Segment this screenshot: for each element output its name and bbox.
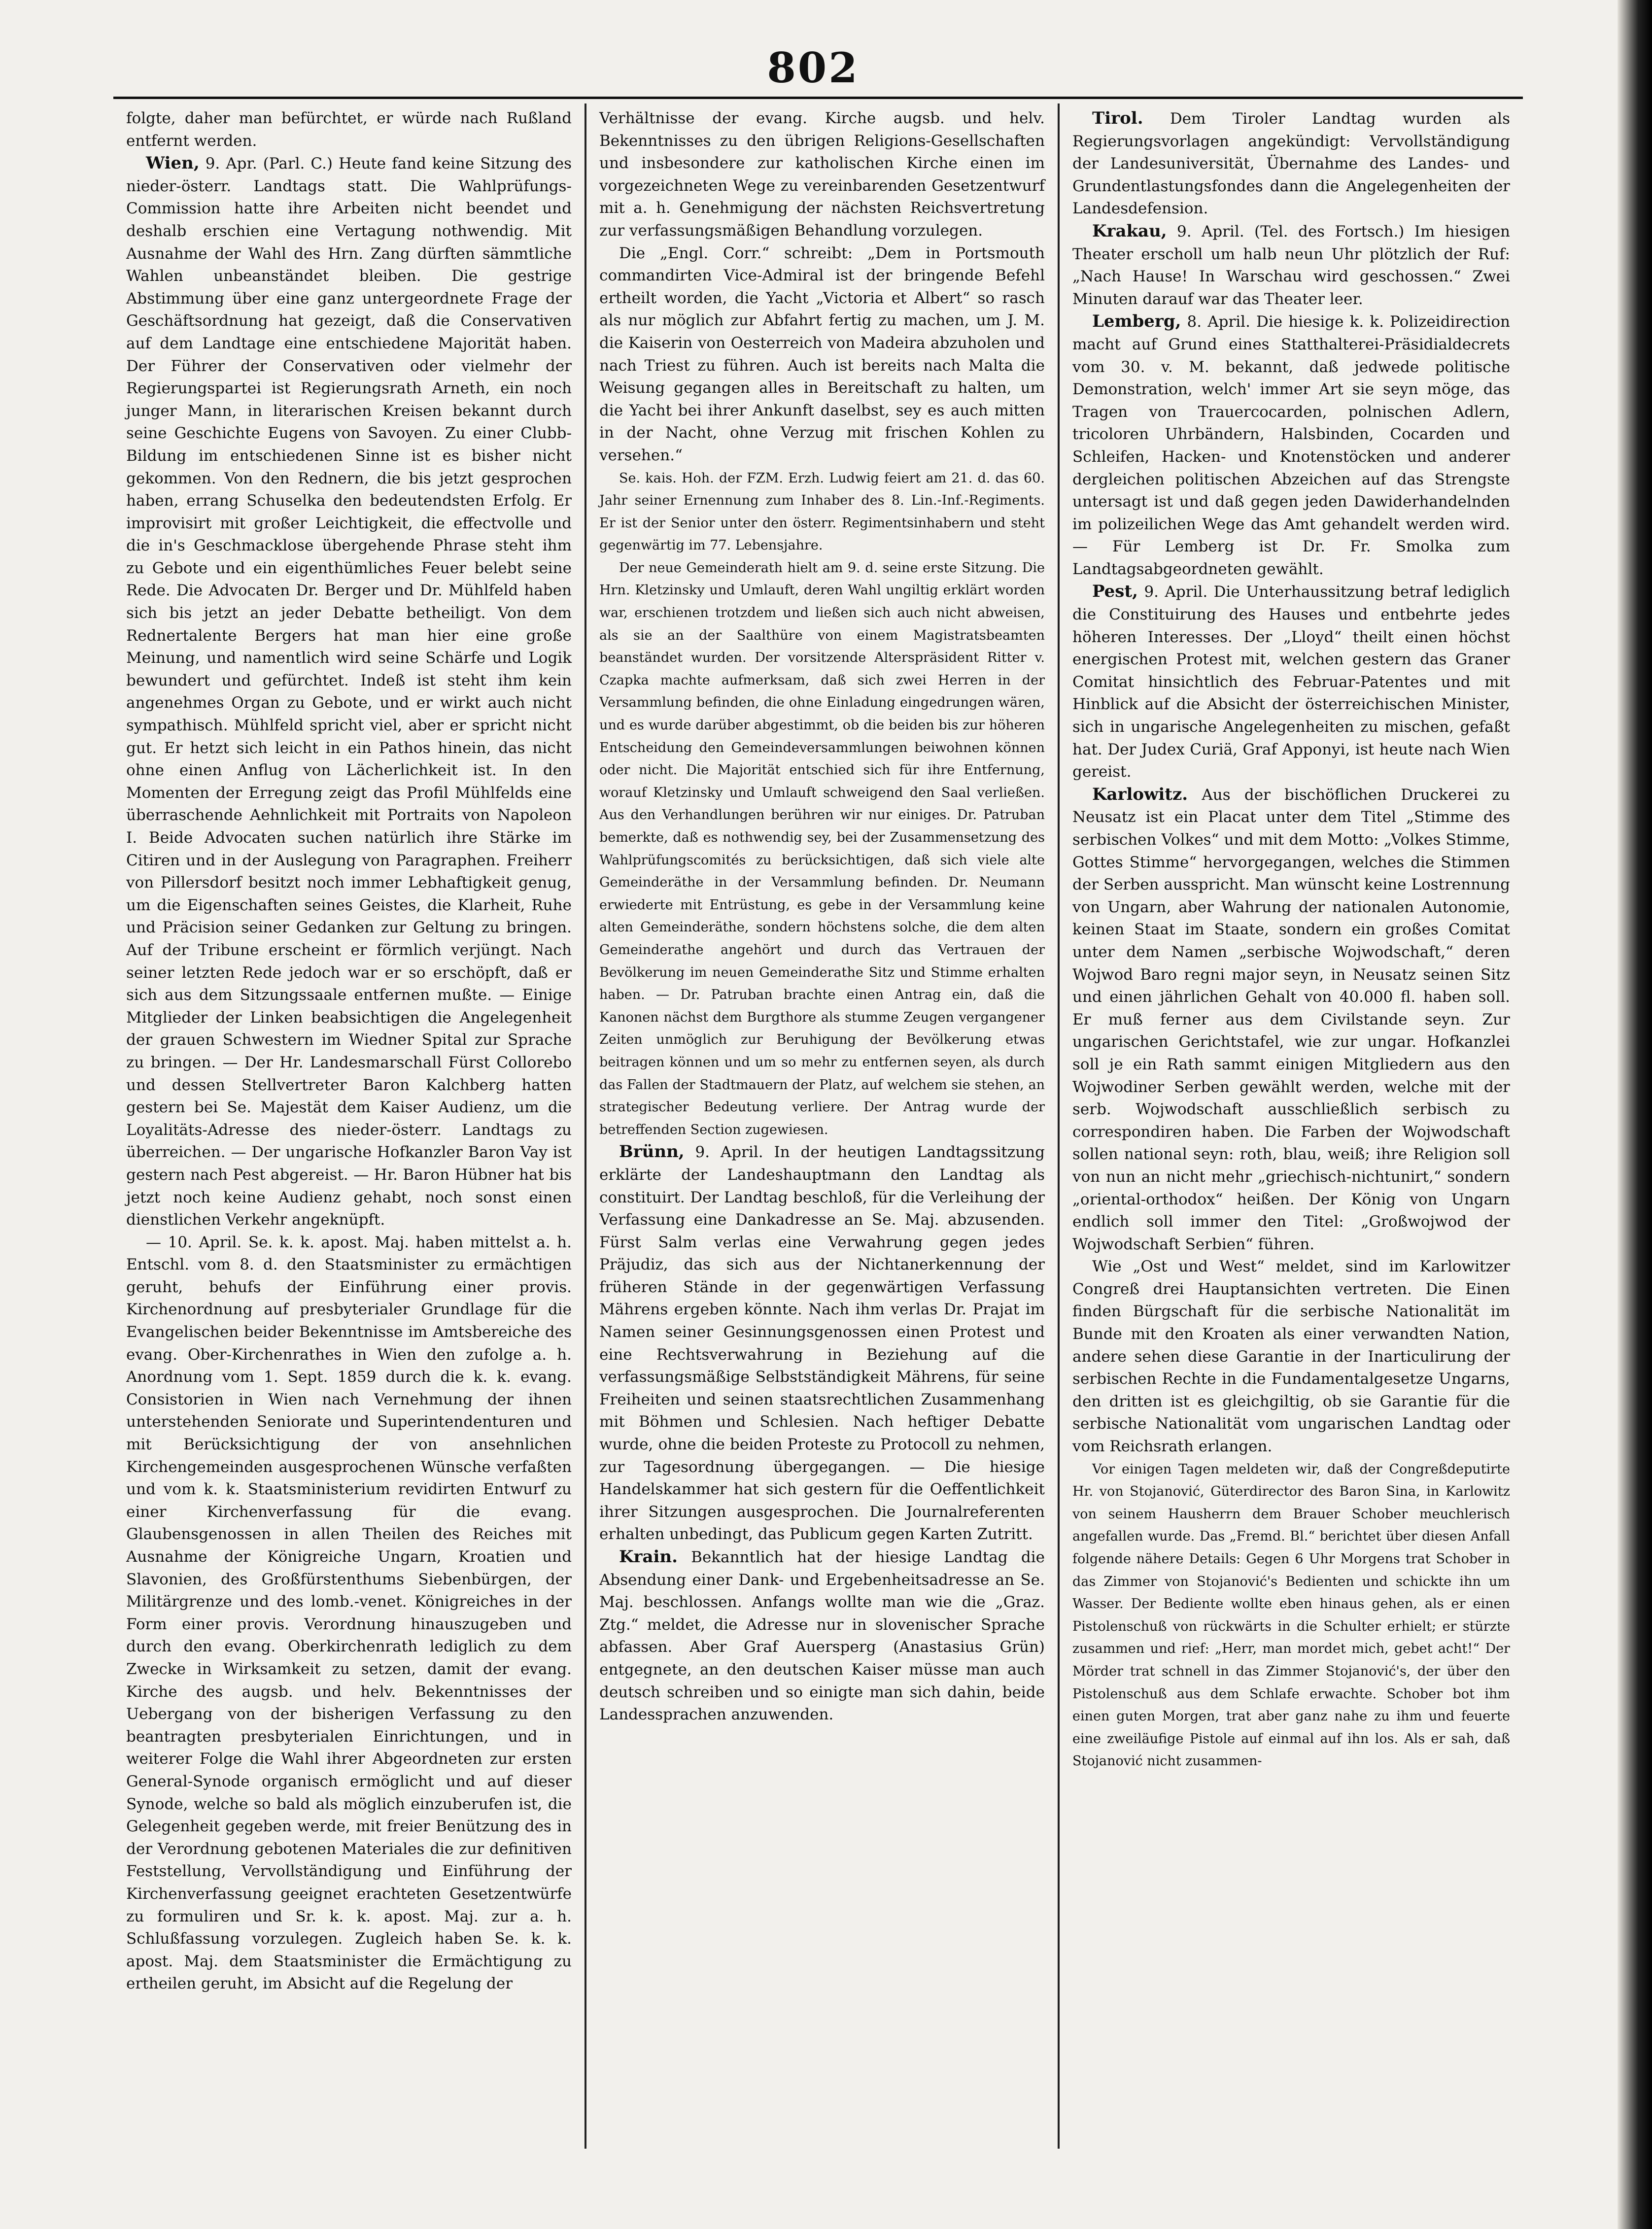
paragraph-text: — 10. April. Se. k. k. apost. Maj. haben mittelst a. h. Entschl. vom 8. d. den Staatsminister zu ermächtigen geruht, behufs der Einführung einer provis. Kirchenordnung auf presbyterialer Grundlage für die Evangelischen beider Bekenntnisse im Amtsbereiche des evang. Ober-Kirchenrathes in Wien den zufolge a. h. Anordnung vom 1. Sept. 1859 durch die k. k. evang. Consistorien in Wien nach Vernehmung der ihnen unterstehenden Seniorate und Superintendenturen und mit Berücksichtigung der von ansehnlichen Kirchengemeinden ausgesprochenen Wünsche verfaßten und vom k. k. Staatsministerium revidirten Entwurf zu einer Kirchenverfassung für die evang. Glaubensgenossen in allen Theilen des Reiches mit Ausnahme der Königreiche Ungarn, Kroatien und Slavonien, des Großfürstenthums Siebenbürgen, der Militärgrenze und des lomb.-venet. Königreiches in der Form einer provis. Verordnung hinauszugeben und durch den evang. Oberkirchenrath lediglich zu dem Zwecke in Wirksamkeit zu setzen, damit der evang. Kirche des augsb. und helv. Bekenntnisses der Uebergang von der bisherigen Verfassung zu den beantragten presbyterialen Einrichtungen, und in weiterer Folge die Wahl ihrer Abgeordneten zur ersten General-Synode organisch ermöglicht und auf dieser Synode, welche so bald als möglich einzuberufen ist, die Gelegenheit gegeben werde, mit freier Benützung des in der Verordnung gebotenen Materiales die zur definitiven Feststellung, Vervollständigung und Einführung der Kirchenverfassung geeignet erachteten Gesetzentwürfe zu formuliren und Sr. k. k. apost. Maj. zur a. h. Schlußfassung vorzulegen. Zugleich haben Se. k. k. apost. Maj. dem Staatsminister die Ermächtigung zu ertheilen geruht, im Absicht auf die Regelung der: [126, 1233, 572, 1993]
paragraph-text: Verhältnisse der evang. Kirche augsb. und helv. Bekenntnisses zu den übrigen Religions-Gesellschaften und insbesondere zur katholischen Kirche einen im vorgezeichneten Wege zu vereinbarenden Gesetzentwurf mit a. h. Genehmigung der nächsten Reichsvertretung zur verfassungsmäßigen Behandlung vorzulegen.: [599, 109, 1045, 240]
dateline-place: Lemberg,: [1092, 311, 1181, 332]
article-paragraph: [599, 1546, 1045, 1726]
header-rule: [113, 97, 1523, 99]
page-number: 802: [767, 43, 860, 92]
dateline-place: Tirol.: [1092, 108, 1143, 128]
column-1: [113, 103, 586, 2149]
column-2: [586, 103, 1060, 2149]
dateline-place: Brünn,: [619, 1142, 685, 1162]
paragraph-text: Wie „Ost und West“ meldet, sind im Karlowitzer Congreß drei Hauptansichten vertreten. Die Einen finden Bürgschaft für die serbische Nationalität im Bunde mit den Kroaten als einer verwandten Nation, andere sehen diese Garantie in der Inarticulirung der serbischen Rechte in die Fundamentalgesetze Ungarns, den dritten ist es gleichgiltig, ob sie Garantie für die serbische Nationalität vom ungarischen Landtag oder vom Reichsrath erlangen.: [1072, 1258, 1510, 1456]
article-paragraph: [599, 557, 1045, 1141]
paragraph-text: 9. April. Die Unterhaussitzung betraf lediglich die Constituirung des Hauses und entbehrte jedes höheren Interesses. Der „Lloyd“ theilt einen höchst energischen Protest mit, welchen gestern das Graner Comitat hinsichtlich des Februar-Patentes und mit Hinblick auf die Absicht der österreichischen Minister, sich in ungarische Angelegenheiten zu mischen, gefaßt hat. Der Judex Curiä, Graf Apponyi, ist heute nach Wien gereist.: [1072, 583, 1511, 781]
article-paragraph: [599, 242, 1045, 467]
article-paragraph: [599, 107, 1045, 242]
paragraph-text: Bekanntlich hat der hiesige Landtag die Absendung einer Dank- und Ergebenheitsadresse an Se. Maj. beschlossen. Anfangs wollte man wie die „Graz. Ztg.“ meldet, die Adresse nur in slovenischer Sprache abfassen. Aber Graf Auersperg (Anastasius Grün) entgegnete, an den deutschen Kaiser müsse man auch deutsch schreiben und so einigte man sich dahin, beide Landessprachen anzuwenden.: [599, 1548, 1045, 1724]
paragraph-text: 9. Apr. (Parl. C.) Heute fand keine Sitzung des nieder-österr. Landtags statt. Die Wahlprüfungs-Commission hatte ihre Arbeiten nicht beendet und deshalb erschien eine Vertagung nothwendig. Mit Ausnahme der Wahl des Hrn. Zang dürften sämmtliche Wahlen unbeanständet bleiben. Die gestrige Abstimmung über eine ganz untergeordnete Frage der Geschäftsordnung hat gezeigt, daß die Conservativen auf dem Landtage eine entschiedene Majorität haben. Der Führer der Conservativen oder vielmehr der Regierungspartei ist Regierungsrath Arneth, ein noch junger Mann, in literarischen Kreisen bekannt durch seine Geschichte Eugens von Savoyen. Zu einer Clubb-Bildung im entschiedenen Sinne ist es bisher nicht gekommen. Von den Rednern, die bis jetzt gesprochen haben, errang Schuselka den bedeutendsten Erfolg. Er improvisirt mit großer Leichtigkeit, die effectvolle und die in's Geschmacklose übergehende Phrase steht ihm zu Gebote und ein eigenthümliches Feuer belebt seine Rede. Die Advocaten Dr. Berger und Dr. Mühlfeld haben sich bis jetzt an jeder Debatte betheiligt. Von dem Rednertalente Bergers hat man hier eine große Meinung, und namentlich wird seine Schärfe und Logik bewundert und gefürchtet. Indeß ist steht ihm kein angenehmes Organ zu Gebote, und er wirkt auch nicht sympathisch. Mühlfeld spricht viel, aber er spricht nicht gut. Er hetzt sich leicht in ein Pathos hinein, das nicht ohne einen Anflug von Lächerlichkeit ist. In den Momenten der Erregung zeigt das Profil Mühlfelds eine überraschende Aehnlichkeit mit Portraits von Napoleon I. Beide Advocaten suchen natürlich ihre Stärke im Citiren und in der Auslegung von Paragraphen. Freiherr von Pillersdorf besitzt noch immer Lebhaftigkeit genug, um die Eigenschaften seines Geistes, die Klarheit, Ruhe und Präcision seiner Gedanken zur Geltung zu bringen. Auf der Tribune erscheint er förmlich verjüngt. Nach seiner letzten Rede jedoch war er so erschöpft, daß er sich aus dem Sitzungssaale entfernen mußte. — Einige Mitglieder der Linken beabsichtigen die Angelegenheit der grauen Schwestern im Wiedner Spital zur Sprache zu bringen. — Der Hr. Landesmarschall Fürst Collorebo und dessen Stellvertreter Baron Kalchberg hatten gestern bei Se. Majestät dem Kaiser Audienz, um die Loyalitäts-Adresse des nieder-österr. Landtags zu überreichen. — Der ungarische Hofkanzler Baron Vay ist gestern nach Pest abgereist. — Hr. Baron Hübner hat bis jetzt noch keine Audienz gehabt, noch sonst einen dienstlichen Verkehr angeknüpft.: [126, 155, 572, 1229]
dateline-place: Pest,: [1092, 582, 1138, 602]
article-paragraph: [1072, 784, 1510, 1256]
article-paragraph: [1072, 107, 1510, 220]
paragraph-text: 8. April. Die hiesige k. k. Polizeidirection macht auf Grund eines Statthalterei-Präsidialdecrets vom 30. v. M. bekannt, daß jedwede politische Demonstration, welch' immer Art sie seyn möge, das Tragen von Trauercocarden, polnischen Adlern, tricoloren Uhrbändern, Halsbinden, Cocarden und Schleifen, Hacken- und Knotenstöcken und anderer dergleichen politischen Abzeichen auf das Strengste untersagt ist und daß gegen jeden Dawiderhandelnden im polizeilichen Wege das Amt gehandelt werden wird. — Für Lemberg ist Dr. Fr. Smolka zum Landtagsabgeordneten gewählt.: [1072, 313, 1510, 578]
article-paragraph: [1072, 1256, 1510, 1458]
article-paragraph: [126, 107, 572, 152]
article-paragraph: [1072, 581, 1510, 783]
paragraph-text: folgte, daher man befürchtet, er würde nach Rußland entfernt werden.: [126, 109, 572, 150]
paragraph-text: 9. April. In der heutigen Landtagssitzung erklärte der Landeshauptmann den Landtag als constituirt. Der Landtag beschloß, für die Verleihung der Verfassung eine Dankadresse an Se. Maj. abzusenden. Fürst Salm verlas eine Verwahrung gegen jedes Präjudiz, das sich aus der Nichtanerkennung der früheren Stände in der gegenwärtigen Verfassung Mährens ergeben könnte. Nach ihm verlas Dr. Prajat im Namen seiner Gesinnungsgenossen einen Protest und eine Rechtsverwahrung in Beziehung auf die verfassungsmäßige Selbstständigkeit Mährens, für seine Freiheiten und seinen staatsrechtlichen Zusammenhang mit Böhmen und Schlesien. Nach heftiger Debatte wurde, ohne die beiden Proteste zu Protocoll zu nehmen, zur Tagesordnung übergegangen. — Die hiesige Handelskammer hat sich gestern für die Oeffentlichkeit ihrer Sitzungen ausgesprochen. Die Journalreferenten erhalten unbedingt, das Publicum gegen Karten Zutritt.: [599, 1143, 1045, 1543]
paragraph-text: Aus der bischöflichen Druckerei zu Neusatz ist ein Placat unter dem Titel „Stimme des serbischen Volkes“ und mit dem Motto: „Volkes Stimme, Gottes Stimme“ hervorgegangen, welches die Stimmen der Serben ausspricht. Man wünscht keine Lostrennung von Ungarn, aber Wahrung der nationalen Autonomie, keinen Staat im Staate, sondern ein großes Comitat unter dem Namen „serbische Wojwodschaft,“ deren Wojwod Baro regni major seyn, in Neusatz seinen Sitz und einen jährlichen Gehalt von 40.000 fl. haben soll. Er muß ferner aus dem Civilstande seyn. Zur ungarischen Gerichtstafel, wie zur ungar. Hofkanzlei soll je ein Rath sammt einigen Mitgliedern aus den Wojwodiner Serben gewählt werden, welche mit der serb. Wojwodschaft ausschließlich serbisch zu correspondiren haben. Die Farben der Wojwodschaft sollen national seyn: roth, blau, weiß; ihre Religion soll von nun an nicht mehr „griechisch-nichtunirt,“ sondern „oriental-orthodox“ heißen. Der König von Ungarn endlich soll immer den Titel: „Großwojwod der Wojwodschaft Serbien“ führen.: [1072, 786, 1510, 1253]
article-paragraph: [599, 467, 1045, 557]
article-paragraph: [1072, 310, 1510, 581]
dateline-place: Krakau,: [1092, 221, 1167, 241]
article-paragraph: [599, 1141, 1045, 1546]
paragraph-text: Se. kais. Hoh. der FZM. Erzh. Ludwig feiert am 21. d. das 60. Jahr seiner Ernennung zum Inhaber des 8. Lin.-Inf.-Regiments. Er ist der Senior unter den österr. Regimentsinhabern und steht gegenwärtig im 77. Lebensjahre.: [599, 470, 1045, 553]
article-paragraph: [1072, 220, 1510, 310]
dateline-place: Wien,: [146, 153, 200, 173]
paragraph-text: 9. April. (Tel. des Fortsch.) Im hiesigen Theater erscholl um halb neun Uhr plötzlich der Ruf: „Nach Hause! In Warschau wird geschossen.“ Zwei Minuten darauf war das Theater leer.: [1072, 222, 1511, 308]
article-paragraph: [1072, 1458, 1510, 1773]
page-edge-shadow: [1618, 0, 1652, 2229]
dateline-place: Krain.: [619, 1547, 678, 1567]
dateline-place: Karlowitz.: [1092, 784, 1188, 804]
article-paragraph: [126, 152, 572, 1232]
paragraph-text: Der neue Gemeinderath hielt am 9. d. seine erste Sitzung. Die Hrn. Kletzinsky und Umlauft, deren Wahl ungiltig erklärt worden war, erschienen trotzdem und ließen sich auch nicht abweisen, als sie an der Saalthüre von einem Magistratsbeamten beanständet wurden. Der vorsitzende Alterspräsident Ritter v. Czapka machte aufmerksam, daß sich zwei Herren in der Versammlung befinden, die ohne Einladung eingedrungen wären, und es wurde darüber abgestimmt, ob die beiden bis zur höheren Entscheidung den Gemeindeversammlungen beiwohnen können oder nicht. Die Majorität entschied sich für ihre Entfernung, worauf Kletzinsky und Umlauft schweigend den Saal verließen. Aus den Verhandlungen berühren wir nur einiges. Dr. Patruban bemerkte, daß es nothwendig sey, bei der Zusammensetzung des Wahlprüfungscomités zu berücksichtigen, daß sich viele alte Gemeinderäthe in der Versammlung befinden. Dr. Neumann erwiederte mit Entrüstung, es gebe in der Versammlung keine alten Gemeinderäthe, sondern höchstens solche, die dem alten Gemeinderathe angehört und durch das Vertrauen der Bevölkerung im neuen Gemeinderathe Sitz und Stimme erhalten haben. — Dr. Patruban brachte einen Antrag ein, daß die Kanonen nächst dem Burgthore als stumme Zeugen vergangener Zeiten unmöglich zur Beruhigung der Bevölkerung etwas beitragen können und um so mehr zu entfernen seyen, als durch das Fallen der Stadtmauern der Platz, auf welchem sie stehen, an strategischer Bedeutung verliere. Der Antrag wurde der betreffenden Section zugewiesen.: [599, 560, 1045, 1137]
paragraph-text: Dem Tiroler Landtag wurden als Regierungsvorlagen angekündigt: Vervollständigung der Landesuniversität, Übernahme des Landes- und Grundentlastungsfondes dann die Angelegenheiten der Landesdefension.: [1072, 110, 1510, 218]
paragraph-text: Vor einigen Tagen meldeten wir, daß der Congreßdeputirte Hr. von Stojanović, Güterdirector des Baron Sina, in Karlowitz von seinem Hausherrn dem Brauer Schober meuchlerisch angefallen wurde. Das „Fremd. Bl.“ berichtet über diesen Anfall folgende nähere Details: Gegen 6 Uhr Morgens trat Schober in das Zimmer von Stojanović's Bedienten und schickte ihn um Wasser. Der Bediente wollte eben hinaus gehen, als er einen Pistolenschuß von rückwärts in die Schulter erhielt; er stürzte zusammen und rief: „Herr, man mordet mich, gebet acht!“ Der Mörder trat schnell in das Zimmer Stojanović's, der über den Pistolenschuß aus dem Schlafe erwachte. Schober bot ihm einen guten Morgen, trat aber ganz nahe zu ihm und feuerte eine zweiläufige Pistole auf einmal auf ihn los. Als er sah, daß Stojanović nicht zusammen-: [1072, 1461, 1510, 1769]
article-paragraph: [126, 1232, 572, 1995]
column-3: [1060, 103, 1523, 2149]
article-columns: [113, 103, 1523, 2149]
paragraph-text: Die „Engl. Corr.“ schreibt: „Dem in Portsmouth commandirten Vice-Admiral ist der bringende Befehl ertheilt worden, die Yacht „Victoria et Albert“ so rasch als nur möglich zur Abfahrt fertig zu machen, um J. M. die Kaiserin von Oesterreich von Madeira abzuholen und nach Triest zu führen. Auch ist bereits nach Malta die Weisung gegangen alles in Bereitschaft zu halten, um die Yacht bei ihrer Ankunft daselbst, sey es auch mitten in der Nacht, ohne Verzug mit frischen Kohlen zu versehen.“: [599, 244, 1045, 464]
